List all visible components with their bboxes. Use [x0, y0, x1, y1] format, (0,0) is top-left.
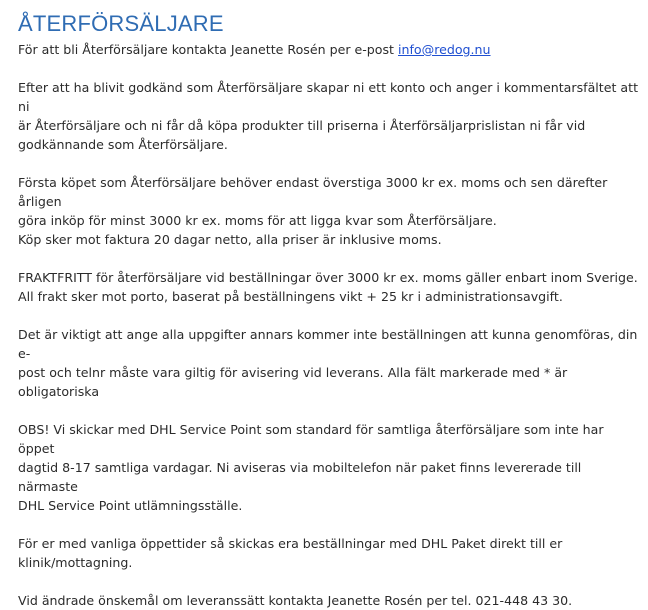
email-link[interactable]: info@redog.nu — [398, 42, 491, 57]
paragraph-line: är Återförsäljare och ni får då köpa produkter till priserna i Återförsäljarprislistan ni får vid — [18, 118, 586, 133]
paragraph-line: DHL Service Point utlämningsställe. — [18, 498, 243, 513]
content-area — [18, 10, 640, 610]
paragraph-line: Köp sker mot faktura 20 dagar netto, alla priser är inklusive moms. — [18, 232, 442, 247]
intro-text: För att bli Återförsäljare kontakta Jeanette Rosén per e-post — [18, 42, 398, 57]
paragraph-line: För er med vanliga öppettider så skickas era beställningar med DHL Paket direkt till er — [18, 536, 563, 551]
paragraph-line: post och telnr måste vara giltig för avisering vid leverans. Alla fält markerade med * är obligatoriska — [18, 365, 568, 399]
paragraph-line: klinik/mottagning. — [18, 555, 133, 570]
paragraph-line: dagtid 8-17 samtliga vardagar. Ni aviseras via mobiltelefon när paket finns levererade till närmaste — [18, 460, 582, 494]
paragraph-account — [18, 78, 640, 154]
paragraph-shipping — [18, 268, 640, 306]
paragraph-required-info — [18, 325, 640, 401]
paragraph-line: Efter att ha blivit godkänd som Återförsäljare skapar ni ett konto och anger i kommentarsfältet att ni — [18, 80, 639, 114]
page-title: ÅTERFÖRSÄLJARE — [18, 11, 224, 36]
paragraph-line: Det är viktigt att ange alla uppgifter annars kommer inte beställningen att kunna genomföras, din e- — [18, 327, 638, 361]
paragraph-line: All frakt sker mot porto, baserat på beställningens vikt + 25 kr i administrationsavgift. — [18, 289, 563, 304]
paragraph-line: göra inköp för minst 3000 kr ex. moms för att ligga kvar som Återförsäljare. — [18, 213, 497, 228]
paragraph-line: FRAKTFRITT för återförsäljare vid beställningar över 3000 kr ex. moms gäller enbart inom Sverige. — [18, 270, 638, 285]
paragraph-dhl-service-point — [18, 420, 640, 515]
paragraph-dhl-paket — [18, 534, 640, 572]
paragraph-line: godkännande som Återförsäljare. — [18, 137, 228, 152]
paragraph-line: OBS! Vi skickar med DHL Service Point som standard för samtliga återförsäljare som inte har öppet — [18, 422, 604, 456]
intro-paragraph — [18, 40, 640, 59]
paragraph-line: Första köpet som Återförsäljare behöver endast överstiga 3000 kr ex. moms och sen därefter årligen — [18, 175, 608, 209]
paragraph-purchase-terms — [18, 173, 640, 249]
paragraph-contact-phone — [18, 591, 640, 610]
paragraph-line: Vid ändrade önskemål om leveranssätt kontakta Jeanette Rosén per tel. 021-448 43 30. — [18, 593, 573, 608]
